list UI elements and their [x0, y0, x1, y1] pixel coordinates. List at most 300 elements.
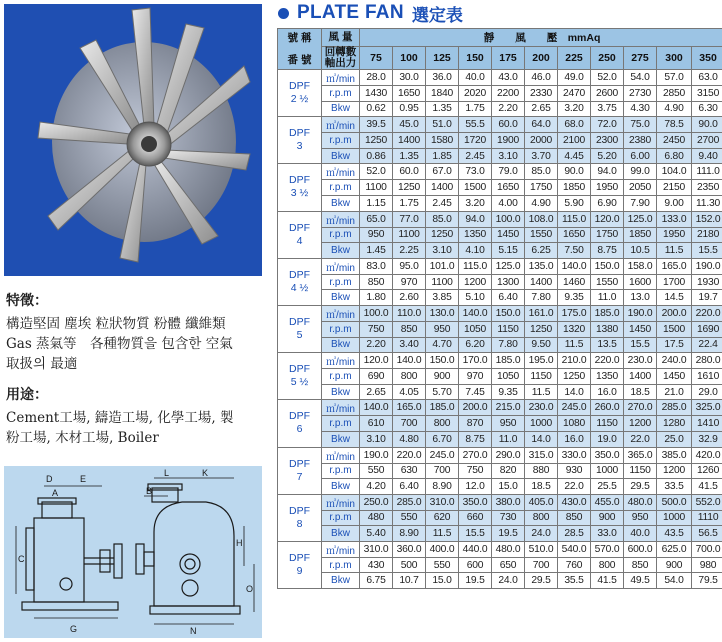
value-cell: 850 [558, 510, 591, 526]
value-cell: 185.0 [591, 305, 624, 321]
value-cell: 600.0 [624, 541, 657, 557]
value-cell: 158.0 [624, 258, 657, 274]
value-cell: 8.75 [591, 243, 624, 259]
value-cell: 4.20 [360, 479, 393, 495]
value-cell: 1300 [492, 274, 525, 290]
value-cell: 1950 [657, 227, 692, 243]
value-cell: 4.70 [426, 337, 459, 353]
value-cell: 25.0 [657, 431, 692, 447]
value-cell: 1.75 [393, 195, 426, 211]
value-cell: 510.0 [525, 541, 558, 557]
value-cell: 85.0 [525, 164, 558, 180]
pressure-column-header: 150 [459, 47, 492, 70]
value-cell: 2200 [492, 86, 525, 102]
value-cell: 73.0 [459, 164, 492, 180]
value-cell: 36.0 [426, 70, 459, 86]
table-row [278, 164, 722, 180]
value-cell: 16.0 [591, 384, 624, 400]
value-cell: 1720 [459, 133, 492, 149]
value-cell: 85.0 [426, 211, 459, 227]
value-cell: 1850 [624, 227, 657, 243]
corner-cell-flow: 風 量 [322, 29, 360, 47]
value-cell: 1100 [426, 274, 459, 290]
value-cell: 2.60 [393, 290, 426, 306]
value-cell: 3.85 [426, 290, 459, 306]
value-cell: 700 [393, 416, 426, 432]
value-cell: 1100 [360, 180, 393, 196]
value-cell: 870 [459, 416, 492, 432]
value-cell: 1460 [558, 274, 591, 290]
value-cell: 11.30 [692, 195, 722, 211]
value-cell: 7.45 [459, 384, 492, 400]
usage-heading: 用途： [6, 387, 48, 403]
value-cell: 950 [492, 416, 525, 432]
value-cell: 1000 [657, 510, 692, 526]
value-cell: 6.90 [591, 195, 624, 211]
unit-cell: r.p.m [322, 227, 360, 243]
unit-cell: ㎥/min [322, 258, 360, 274]
value-cell: 7.80 [525, 290, 558, 306]
value-cell: 650 [492, 557, 525, 573]
value-cell: 2600 [591, 86, 624, 102]
value-cell: 60.0 [393, 164, 426, 180]
value-cell: 950 [426, 321, 459, 337]
value-cell: 11.0 [591, 290, 624, 306]
model-cell [278, 447, 322, 494]
value-cell: 1610 [692, 369, 722, 385]
value-cell: 500.0 [657, 494, 692, 510]
table-row [278, 416, 722, 432]
table-row [278, 243, 722, 259]
value-cell: 1080 [558, 416, 591, 432]
table-row [278, 526, 722, 542]
value-cell: 970 [393, 274, 426, 290]
value-cell: 3.10 [492, 148, 525, 164]
value-cell: 950 [624, 510, 657, 526]
value-cell: 3.40 [393, 337, 426, 353]
value-cell: 1840 [426, 86, 459, 102]
value-cell: 2.20 [492, 101, 525, 117]
pressure-column-header: 75 [360, 47, 393, 70]
value-cell: 380.0 [492, 494, 525, 510]
model-size: 4 [296, 234, 303, 247]
value-cell: 440.0 [459, 541, 492, 557]
value-cell: 1000 [525, 416, 558, 432]
table-row [278, 211, 722, 227]
dimension-drawing [4, 466, 262, 638]
value-cell: 310.0 [426, 494, 459, 510]
value-cell: 11.5 [426, 526, 459, 542]
value-cell: 1580 [426, 133, 459, 149]
value-cell: 22.0 [624, 431, 657, 447]
value-cell: 16.0 [558, 431, 591, 447]
value-cell: 51.0 [426, 117, 459, 133]
value-cell: 1150 [591, 416, 624, 432]
corner-cell-left: 號 稱 番 號 [278, 29, 322, 70]
value-cell: 46.0 [525, 70, 558, 86]
value-cell: 24.0 [492, 573, 525, 589]
model-cell [278, 305, 322, 352]
value-cell: 135.0 [525, 258, 558, 274]
value-cell: 552.0 [692, 494, 722, 510]
value-cell: 90.0 [692, 117, 722, 133]
table-row [278, 290, 722, 306]
value-cell: 18.5 [525, 479, 558, 495]
page-title [278, 1, 463, 25]
value-cell: 57.0 [657, 70, 692, 86]
value-cell: 67.0 [426, 164, 459, 180]
fan-impeller-photo [4, 4, 262, 276]
value-cell: 150.0 [426, 353, 459, 369]
value-cell: 6.70 [426, 431, 459, 447]
value-cell: 77.0 [393, 211, 426, 227]
model-name: DPF [289, 221, 310, 234]
value-cell: 800 [393, 369, 426, 385]
value-cell: 4.10 [459, 243, 492, 259]
value-cell: 230.0 [624, 353, 657, 369]
value-cell: 40.0 [459, 70, 492, 86]
value-cell: 2730 [624, 86, 657, 102]
value-cell: 7.90 [624, 195, 657, 211]
value-cell: 240.0 [657, 353, 692, 369]
value-cell: 22.0 [558, 479, 591, 495]
fan-impeller-illustration [4, 4, 262, 276]
pressure-column-header: 250 [591, 47, 624, 70]
value-cell: 12.0 [459, 479, 492, 495]
model-size: 6 [296, 423, 303, 436]
value-cell: 1650 [492, 180, 525, 196]
value-cell: 4.00 [492, 195, 525, 211]
value-cell: 3.70 [525, 148, 558, 164]
value-cell: 52.0 [360, 164, 393, 180]
unit-cell: Bkw [322, 290, 360, 306]
value-cell: 0.62 [360, 101, 393, 117]
unit-cell: r.p.m [322, 133, 360, 149]
table-row [278, 148, 722, 164]
value-cell: 350.0 [591, 447, 624, 463]
value-cell: 1200 [657, 463, 692, 479]
value-cell: 900 [591, 510, 624, 526]
unit-cell: Bkw [322, 479, 360, 495]
unit-cell: Bkw [322, 243, 360, 259]
model-name: DPF [289, 457, 310, 470]
unit-cell: r.p.m [322, 274, 360, 290]
unit-cell: r.p.m [322, 557, 360, 573]
value-cell: 325.0 [692, 400, 722, 416]
value-cell: 1250 [558, 369, 591, 385]
unit-cell: Bkw [322, 148, 360, 164]
value-cell: 1050 [492, 369, 525, 385]
value-cell: 1260 [692, 463, 722, 479]
value-cell: 950 [360, 227, 393, 243]
model-cell [278, 400, 322, 447]
value-cell: 115.0 [558, 211, 591, 227]
value-cell: 170.0 [459, 353, 492, 369]
value-cell: 820 [492, 463, 525, 479]
value-cell: 750 [360, 321, 393, 337]
value-cell: 2000 [525, 133, 558, 149]
table-row [278, 337, 722, 353]
unit-cell: ㎥/min [322, 70, 360, 86]
dim-label: C [18, 554, 25, 564]
table-row [278, 321, 722, 337]
value-cell: 18.5 [624, 384, 657, 400]
value-cell: 15.0 [492, 479, 525, 495]
value-cell: 115.0 [459, 258, 492, 274]
usage-line: 粉工場, 木材工場, Boiler [6, 430, 159, 446]
value-cell: 41.5 [692, 479, 722, 495]
value-cell: 480.0 [624, 494, 657, 510]
value-cell: 14.0 [525, 431, 558, 447]
unit-cell: r.p.m [322, 321, 360, 337]
value-cell: 220.0 [692, 305, 722, 321]
value-cell: 25.5 [591, 479, 624, 495]
value-cell: 270.0 [624, 400, 657, 416]
value-cell: 1550 [525, 227, 558, 243]
value-cell: 64.0 [525, 117, 558, 133]
value-cell: 9.35 [558, 290, 591, 306]
value-cell: 33.5 [657, 479, 692, 495]
dim-label: O [246, 584, 254, 594]
model-size: 2 ½ [290, 93, 309, 106]
model-size: 3 ½ [290, 187, 309, 200]
table-row [278, 274, 722, 290]
value-cell: 133.0 [657, 211, 692, 227]
value-cell: 4.90 [657, 101, 692, 117]
unit-cell: ㎥/min [322, 541, 360, 557]
model-size: 8 [296, 517, 303, 530]
table-row [278, 541, 722, 557]
value-cell: 40.0 [624, 526, 657, 542]
value-cell: 6.40 [492, 290, 525, 306]
value-cell: 15.5 [692, 243, 722, 259]
value-cell: 55.5 [459, 117, 492, 133]
value-cell: 152.0 [692, 211, 722, 227]
unit-cell: Bkw [322, 384, 360, 400]
value-cell: 33.0 [591, 526, 624, 542]
value-cell: 6.30 [692, 101, 722, 117]
value-cell: 165.0 [393, 400, 426, 416]
value-cell: 365.0 [624, 447, 657, 463]
table-row [278, 353, 722, 369]
value-cell: 49.5 [624, 573, 657, 589]
value-cell: 220.0 [591, 353, 624, 369]
value-cell: 90.0 [558, 164, 591, 180]
value-cell: 111.0 [692, 164, 722, 180]
value-cell: 49.0 [558, 70, 591, 86]
value-cell: 230.0 [525, 400, 558, 416]
table-row [278, 227, 722, 243]
value-cell: 420.0 [692, 447, 722, 463]
value-cell: 1200 [459, 274, 492, 290]
value-cell: 480.0 [492, 541, 525, 557]
value-cell: 4.80 [393, 431, 426, 447]
model-name: DPF [289, 551, 310, 564]
value-cell: 1950 [591, 180, 624, 196]
value-cell: 930 [558, 463, 591, 479]
model-name: DPF [289, 174, 310, 187]
value-cell: 28.5 [558, 526, 591, 542]
dimension-drawing-svg [4, 466, 262, 638]
model-size: 5 ½ [290, 376, 309, 389]
model-name: DPF [289, 268, 310, 281]
value-cell: 2470 [558, 86, 591, 102]
value-cell: 1250 [426, 227, 459, 243]
value-cell: 1150 [525, 369, 558, 385]
value-cell: 101.0 [426, 258, 459, 274]
table-row [278, 86, 722, 102]
value-cell: 385.0 [657, 447, 692, 463]
value-cell: 13.5 [591, 337, 624, 353]
model-name: DPF [289, 410, 310, 423]
value-cell: 9.35 [492, 384, 525, 400]
unit-cell: ㎥/min [322, 447, 360, 463]
value-cell: 200.0 [657, 305, 692, 321]
value-cell: 2150 [657, 180, 692, 196]
table-row [278, 400, 722, 416]
value-cell: 3.75 [591, 101, 624, 117]
value-cell: 165.0 [657, 258, 692, 274]
table-row [278, 305, 722, 321]
value-cell: 1250 [525, 321, 558, 337]
value-cell: 7.50 [558, 243, 591, 259]
value-cell: 39.5 [360, 117, 393, 133]
value-cell: 3.10 [426, 243, 459, 259]
value-cell: 1400 [393, 133, 426, 149]
value-cell: 540.0 [558, 541, 591, 557]
value-cell: 11.5 [657, 243, 692, 259]
value-cell: 900 [657, 557, 692, 573]
value-cell: 210.0 [558, 353, 591, 369]
table-row [278, 258, 722, 274]
value-cell: 330.0 [558, 447, 591, 463]
value-cell: 1410 [692, 416, 722, 432]
table-row [278, 557, 722, 573]
table-row [278, 369, 722, 385]
table-row [278, 431, 722, 447]
model-cell [278, 258, 322, 305]
value-cell: 1110 [692, 510, 722, 526]
value-cell: 0.95 [393, 101, 426, 117]
value-cell: 108.0 [525, 211, 558, 227]
value-cell: 15.5 [624, 337, 657, 353]
value-cell: 550 [426, 557, 459, 573]
value-cell: 700 [525, 557, 558, 573]
value-cell: 1050 [459, 321, 492, 337]
value-cell: 6.75 [360, 573, 393, 589]
value-cell: 4.90 [525, 195, 558, 211]
value-cell: 79.0 [492, 164, 525, 180]
table-row [278, 101, 722, 117]
value-cell: 1400 [624, 369, 657, 385]
unit-cell: r.p.m [322, 86, 360, 102]
value-cell: 110.0 [393, 305, 426, 321]
value-cell: 2020 [459, 86, 492, 102]
title-main: PLATE FAN [297, 2, 404, 23]
dim-label: L [164, 468, 170, 478]
value-cell: 4.05 [393, 384, 426, 400]
unit-cell: Bkw [322, 526, 360, 542]
value-cell: 35.5 [558, 573, 591, 589]
value-cell: 140.0 [360, 400, 393, 416]
model-size: 4 ½ [290, 281, 309, 294]
value-cell: 700 [426, 463, 459, 479]
value-cell: 125.0 [492, 258, 525, 274]
value-cell: 850 [360, 274, 393, 290]
value-cell: 6.80 [657, 148, 692, 164]
value-cell: 1250 [393, 180, 426, 196]
value-cell: 660 [459, 510, 492, 526]
unit-cell: ㎥/min [322, 211, 360, 227]
value-cell: 1930 [692, 274, 722, 290]
value-cell: 1500 [657, 321, 692, 337]
table-row [278, 384, 722, 400]
unit-cell: Bkw [322, 431, 360, 447]
dim-label: N [190, 626, 197, 636]
bullet-icon [278, 8, 289, 19]
dim-label: D [46, 474, 53, 484]
value-cell: 1350 [591, 369, 624, 385]
value-cell: 8.75 [459, 431, 492, 447]
value-cell: 185.0 [426, 400, 459, 416]
value-cell: 2050 [624, 180, 657, 196]
value-cell: 6.25 [525, 243, 558, 259]
value-cell: 11.0 [492, 431, 525, 447]
value-cell: 980 [692, 557, 722, 573]
value-cell: 2180 [692, 227, 722, 243]
features-line: 取扱의 最適 [6, 356, 78, 372]
model-name: DPF [289, 504, 310, 517]
value-cell: 1150 [492, 321, 525, 337]
value-cell: 83.0 [360, 258, 393, 274]
value-cell: 65.0 [360, 211, 393, 227]
value-cell: 3.20 [459, 195, 492, 211]
pressure-column-header: 350 [692, 47, 722, 70]
value-cell: 14.5 [657, 290, 692, 306]
value-cell: 11.5 [558, 337, 591, 353]
value-cell: 1550 [591, 274, 624, 290]
value-cell: 32.9 [692, 431, 722, 447]
value-cell: 430 [360, 557, 393, 573]
value-cell: 190.0 [624, 305, 657, 321]
value-cell: 1450 [657, 369, 692, 385]
value-cell: 43.5 [657, 526, 692, 542]
value-cell: 19.5 [492, 526, 525, 542]
value-cell: 30.0 [393, 70, 426, 86]
model-name: DPF [289, 316, 310, 329]
unit-cell: ㎥/min [322, 494, 360, 510]
value-cell: 99.0 [624, 164, 657, 180]
value-cell: 19.7 [692, 290, 722, 306]
dim-label: A [52, 488, 59, 498]
value-cell: 68.0 [558, 117, 591, 133]
value-cell: 2.20 [360, 337, 393, 353]
value-cell: 200.0 [459, 400, 492, 416]
value-cell: 2.65 [360, 384, 393, 400]
value-cell: 1380 [591, 321, 624, 337]
dim-label: E [80, 474, 87, 484]
value-cell: 730 [492, 510, 525, 526]
value-cell: 405.0 [525, 494, 558, 510]
value-cell: 760 [558, 557, 591, 573]
value-cell: 610 [360, 416, 393, 432]
value-cell: 95.0 [393, 258, 426, 274]
value-cell: 2380 [624, 133, 657, 149]
value-cell: 120.0 [591, 211, 624, 227]
value-cell: 850 [624, 557, 657, 573]
model-cell [278, 70, 322, 117]
model-size: 5 [296, 329, 303, 342]
